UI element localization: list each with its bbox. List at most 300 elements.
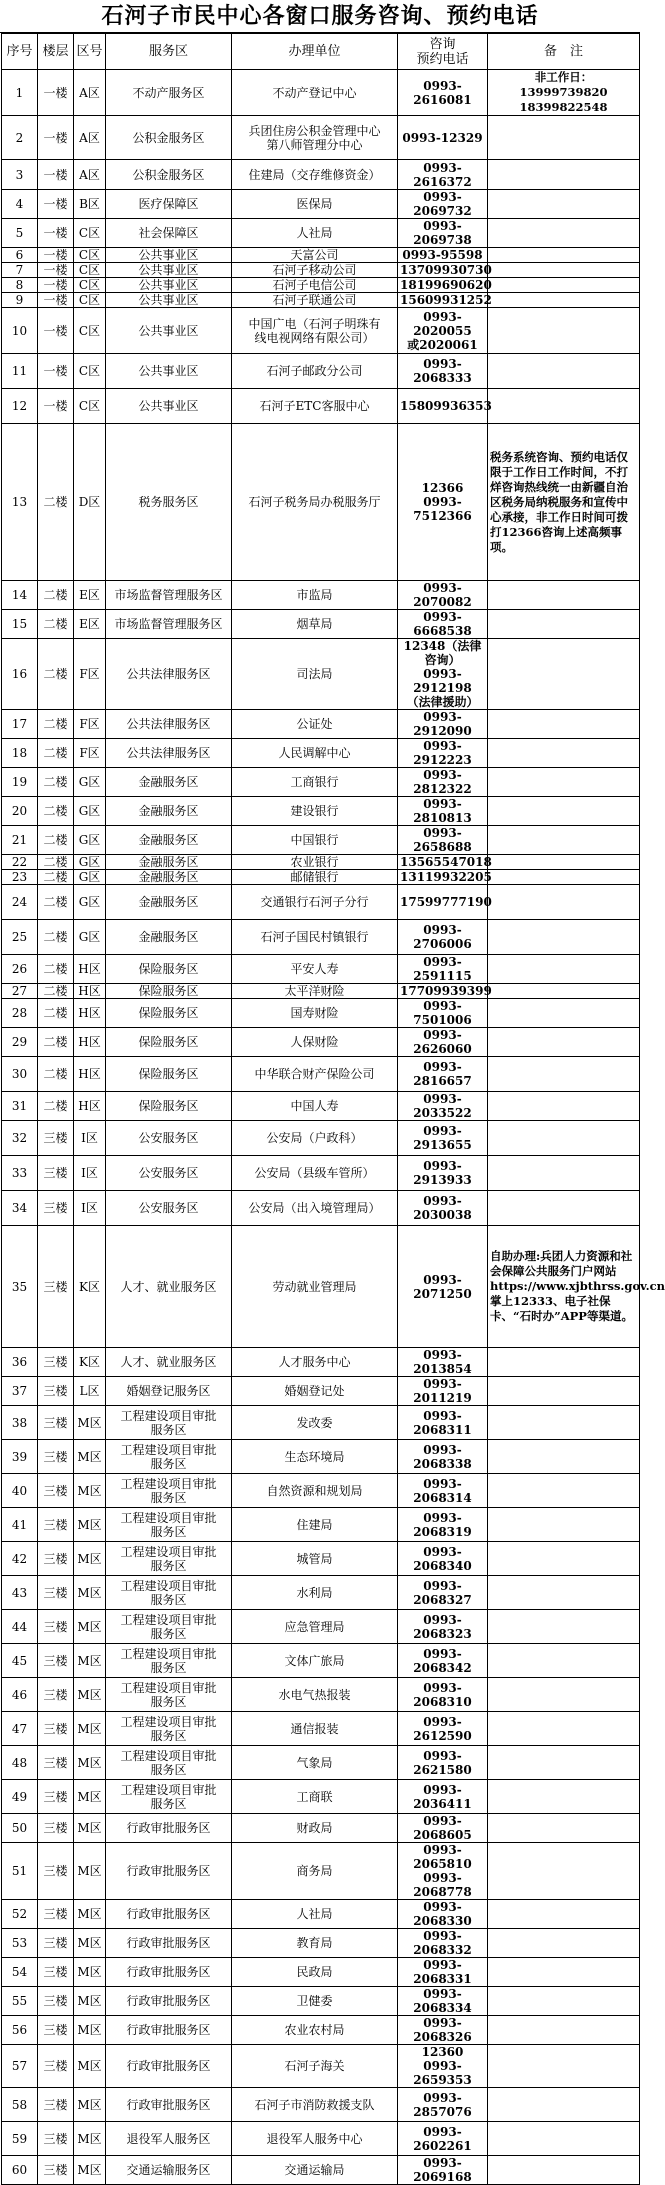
- table-body: [2, 70, 665, 2185]
- zone-cell: F区: [74, 739, 106, 768]
- floor-cell: 三楼: [38, 1712, 74, 1746]
- table-row: [2, 710, 640, 739]
- floor-cell: 二楼: [38, 1028, 74, 1057]
- unit-cell: 医保局: [232, 190, 398, 219]
- unit-cell: 文体广旅局: [232, 1644, 398, 1678]
- unit-cell: 退役军人服务中心: [232, 2122, 398, 2156]
- note-cell: [488, 190, 640, 219]
- note-cell: [488, 826, 640, 855]
- row-number: 43: [2, 1576, 38, 1610]
- table-row: [2, 2122, 640, 2156]
- unit-cell: 中国广电（石河子明珠有 线电视网络有限公司）: [232, 308, 398, 354]
- unit-cell: 公证处: [232, 710, 398, 739]
- table-row: [2, 160, 640, 190]
- table-row: [2, 1929, 640, 1958]
- table-row: [2, 1156, 640, 1191]
- note-cell: [488, 1377, 640, 1406]
- service-area-cell: 工程建设项目审批 服务区: [106, 1678, 232, 1712]
- floor-cell: 三楼: [38, 1406, 74, 1440]
- table-row: [2, 2156, 640, 2185]
- service-area-cell: 公共事业区: [106, 293, 232, 308]
- row-number: 57: [2, 2045, 38, 2088]
- unit-cell: 石河子ETC客服中心: [232, 389, 398, 424]
- service-area-cell: 公共事业区: [106, 278, 232, 293]
- note-cell: 自助办理:兵团人力资源和社会保障公共服务门户网站https://www.xjbthrss.gov.cn掌上12333、电子社保卡、“石时办”APP等渠道。: [488, 1226, 640, 1348]
- floor-cell: 三楼: [38, 1576, 74, 1610]
- row-number: 24: [2, 885, 38, 920]
- row-number: 42: [2, 1542, 38, 1576]
- service-area-cell: 工程建设项目审批 服务区: [106, 1440, 232, 1474]
- row-number: 58: [2, 2088, 38, 2122]
- floor-cell: 三楼: [38, 1746, 74, 1780]
- service-area-cell: 行政审批服务区: [106, 1958, 232, 1987]
- service-area-cell: 公共事业区: [106, 354, 232, 389]
- table-row: [2, 1474, 640, 1508]
- floor-cell: 二楼: [38, 826, 74, 855]
- zone-cell: H区: [74, 984, 106, 999]
- table-row: [2, 278, 640, 293]
- unit-cell: 住建局: [232, 1508, 398, 1542]
- zone-cell: C区: [74, 389, 106, 424]
- row-number: 5: [2, 219, 38, 248]
- floor-cell: 二楼: [38, 768, 74, 797]
- note-cell: [488, 2088, 640, 2122]
- floor-cell: 三楼: [38, 1678, 74, 1712]
- service-area-cell: 交通运输服务区: [106, 2156, 232, 2185]
- service-area-cell: 婚姻登记服务区: [106, 1377, 232, 1406]
- zone-cell: G区: [74, 797, 106, 826]
- note-cell: [488, 1440, 640, 1474]
- unit-cell: 石河子海关: [232, 2045, 398, 2088]
- phone-cell: 0993-2033522: [398, 1092, 488, 1121]
- zone-cell: M区: [74, 2156, 106, 2185]
- table-row: [2, 1092, 640, 1121]
- table-row: [2, 263, 640, 278]
- table-row: [2, 424, 640, 581]
- row-number: 32: [2, 1121, 38, 1156]
- unit-cell: 公安局（出入境管理局）: [232, 1191, 398, 1226]
- table-row: [2, 1226, 640, 1348]
- service-area-cell: 市场监督管理服务区: [106, 581, 232, 610]
- row-number: 14: [2, 581, 38, 610]
- note-cell: [488, 248, 640, 263]
- service-table: [1, 33, 665, 2185]
- row-number: 44: [2, 1610, 38, 1644]
- unit-cell: 人社局: [232, 219, 398, 248]
- phone-cell: 0993-2621580: [398, 1746, 488, 1780]
- col-header-unit: 办理单位: [232, 34, 398, 70]
- note-cell: [488, 1644, 640, 1678]
- unit-cell: 住建局（交存维修资金）: [232, 160, 398, 190]
- note-cell: 税务系统咨询、预约电话仅限于工作日工作时间，不打烊咨询热线统一由新疆自治区税务局纳税服务和宣传中心承接，非工作日时间可拨打12366咨询上述高频事项。: [488, 424, 640, 581]
- zone-cell: M区: [74, 2045, 106, 2088]
- phone-cell: 0993-2068323: [398, 1610, 488, 1644]
- row-number: 18: [2, 739, 38, 768]
- table-row: [2, 1843, 640, 1900]
- service-area-cell: 公共事业区: [106, 389, 232, 424]
- floor-cell: 三楼: [38, 2156, 74, 2185]
- table-row: [2, 1900, 640, 1929]
- phone-cell: 0993-2913933: [398, 1156, 488, 1191]
- col-header-floor: 楼层: [38, 34, 74, 70]
- floor-cell: 三楼: [38, 1814, 74, 1843]
- phone-cell: 0993-2068314: [398, 1474, 488, 1508]
- phone-cell: 0993-2013854: [398, 1348, 488, 1377]
- phone-cell: 0993-2068338: [398, 1440, 488, 1474]
- table-row: [2, 70, 640, 116]
- phone-cell: 0993-2020055 或2020061: [398, 308, 488, 354]
- service-area-cell: 公安服务区: [106, 1156, 232, 1191]
- service-area-cell: 公共法律服务区: [106, 739, 232, 768]
- service-area-cell: 医疗保障区: [106, 190, 232, 219]
- floor-cell: 三楼: [38, 1121, 74, 1156]
- phone-cell: 0993-2706006: [398, 920, 488, 955]
- row-number: 45: [2, 1644, 38, 1678]
- service-area-cell: 工程建设项目审批 服务区: [106, 1542, 232, 1576]
- phone-cell: 17709939399: [398, 984, 488, 999]
- row-number: 33: [2, 1156, 38, 1191]
- floor-cell: 二楼: [38, 855, 74, 870]
- zone-cell: F区: [74, 710, 106, 739]
- note-cell: [488, 2156, 640, 2185]
- table-row: [2, 354, 640, 389]
- note-cell: [488, 870, 640, 885]
- zone-cell: M区: [74, 1508, 106, 1542]
- phone-cell: 0993-2068331: [398, 1958, 488, 1987]
- floor-cell: 二楼: [38, 870, 74, 885]
- table-row: [2, 826, 640, 855]
- unit-cell: 建设银行: [232, 797, 398, 826]
- row-number: 25: [2, 920, 38, 955]
- row-number: 46: [2, 1678, 38, 1712]
- floor-cell: 三楼: [38, 1226, 74, 1348]
- unit-cell: 工商银行: [232, 768, 398, 797]
- phone-cell: 0993-2602261: [398, 2122, 488, 2156]
- zone-cell: M区: [74, 1987, 106, 2016]
- row-number: 56: [2, 2016, 38, 2045]
- table-row: [2, 2016, 640, 2045]
- unit-cell: 气象局: [232, 1746, 398, 1780]
- note-cell: [488, 581, 640, 610]
- unit-cell: 工商联: [232, 1780, 398, 1814]
- floor-cell: 二楼: [38, 885, 74, 920]
- service-area-cell: 公积金服务区: [106, 160, 232, 190]
- table-row: [2, 389, 640, 424]
- service-area-cell: 市场监督管理服务区: [106, 610, 232, 639]
- note-cell: [488, 1121, 640, 1156]
- row-number: 50: [2, 1814, 38, 1843]
- note-cell: [488, 1406, 640, 1440]
- unit-cell: 石河子联通公司: [232, 293, 398, 308]
- phone-cell: 0993-2658688: [398, 826, 488, 855]
- service-area-cell: 行政审批服务区: [106, 1843, 232, 1900]
- unit-cell: 平安人寿: [232, 955, 398, 984]
- phone-cell: 0993-2857076: [398, 2088, 488, 2122]
- floor-cell: 三楼: [38, 1474, 74, 1508]
- service-area-cell: 公共事业区: [106, 308, 232, 354]
- zone-cell: I区: [74, 1156, 106, 1191]
- unit-cell: 生态环境局: [232, 1440, 398, 1474]
- row-number: 29: [2, 1028, 38, 1057]
- row-number: 4: [2, 190, 38, 219]
- zone-cell: G区: [74, 826, 106, 855]
- phone-cell: 0993-2068605: [398, 1814, 488, 1843]
- row-number: 30: [2, 1057, 38, 1092]
- unit-cell: 石河子国民村镇银行: [232, 920, 398, 955]
- unit-cell: 司法局: [232, 639, 398, 710]
- col-header-no: 序号: [2, 34, 38, 70]
- table-row: [2, 2045, 640, 2088]
- unit-cell: 国寿财险: [232, 999, 398, 1028]
- phone-cell: 0993-6668538: [398, 610, 488, 639]
- unit-cell: 农业农村局: [232, 2016, 398, 2045]
- zone-cell: M区: [74, 1843, 106, 1900]
- service-area-cell: 公共法律服务区: [106, 639, 232, 710]
- table-row: [2, 855, 640, 870]
- row-number: 17: [2, 710, 38, 739]
- service-area-cell: 工程建设项目审批 服务区: [106, 1474, 232, 1508]
- phone-cell: 13565547018: [398, 855, 488, 870]
- note-cell: [488, 1508, 640, 1542]
- note-cell: [488, 885, 640, 920]
- table-row: [2, 190, 640, 219]
- col-header-phone: 咨询 预约电话: [398, 34, 488, 70]
- table-row: [2, 920, 640, 955]
- note-cell: [488, 920, 640, 955]
- table-row: [2, 2088, 640, 2122]
- note-cell: [488, 797, 640, 826]
- zone-cell: G区: [74, 870, 106, 885]
- phone-cell: 0993-95598: [398, 248, 488, 263]
- unit-cell: 石河子税务局办税服务厅: [232, 424, 398, 581]
- row-number: 23: [2, 870, 38, 885]
- zone-cell: I区: [74, 1191, 106, 1226]
- table-row: [2, 1958, 640, 1987]
- service-area-cell: 人才、就业服务区: [106, 1348, 232, 1377]
- col-header-note: 备 注: [488, 34, 640, 70]
- unit-cell: 商务局: [232, 1843, 398, 1900]
- note-cell: [488, 768, 640, 797]
- phone-cell: 0993-2069168: [398, 2156, 488, 2185]
- unit-cell: 中华联合财产保险公司: [232, 1057, 398, 1092]
- table-row: [2, 885, 640, 920]
- phone-cell: 12360 0993-2659353: [398, 2045, 488, 2088]
- zone-cell: C区: [74, 263, 106, 278]
- table-row: [2, 1746, 640, 1780]
- service-area-cell: 保险服务区: [106, 1028, 232, 1057]
- phone-cell: 17599777190: [398, 885, 488, 920]
- table-row: [2, 870, 640, 885]
- unit-cell: 水利局: [232, 1576, 398, 1610]
- phone-cell: 0993-2068334: [398, 1987, 488, 2016]
- service-area-cell: 工程建设项目审批 服务区: [106, 1508, 232, 1542]
- table-row: [2, 1508, 640, 1542]
- note-cell: [488, 1900, 640, 1929]
- page-title: 石河子市民中心各窗口服务咨询、预约电话: [0, 0, 640, 33]
- floor-cell: 一楼: [38, 263, 74, 278]
- row-number: 40: [2, 1474, 38, 1508]
- row-number: 54: [2, 1958, 38, 1987]
- unit-cell: 城管局: [232, 1542, 398, 1576]
- service-area-cell: 金融服务区: [106, 797, 232, 826]
- phone-cell: 0993-2591115: [398, 955, 488, 984]
- note-cell: [488, 1958, 640, 1987]
- phone-cell: 0993-2068311: [398, 1406, 488, 1440]
- floor-cell: 一楼: [38, 293, 74, 308]
- unit-cell: 劳动就业管理局: [232, 1226, 398, 1348]
- unit-cell: 民政局: [232, 1958, 398, 1987]
- table-row: [2, 1780, 640, 1814]
- floor-cell: 一楼: [38, 219, 74, 248]
- note-cell: [488, 855, 640, 870]
- floor-cell: 三楼: [38, 1987, 74, 2016]
- service-area-cell: 工程建设项目审批 服务区: [106, 1746, 232, 1780]
- floor-cell: 三楼: [38, 1377, 74, 1406]
- zone-cell: C区: [74, 219, 106, 248]
- floor-cell: 三楼: [38, 1929, 74, 1958]
- floor-cell: 一楼: [38, 190, 74, 219]
- floor-cell: 二楼: [38, 920, 74, 955]
- zone-cell: M区: [74, 1958, 106, 1987]
- floor-cell: 一楼: [38, 160, 74, 190]
- service-area-cell: 行政审批服务区: [106, 2016, 232, 2045]
- unit-cell: 太平洋财险: [232, 984, 398, 999]
- phone-cell: 0993-2068327: [398, 1576, 488, 1610]
- floor-cell: 二楼: [38, 739, 74, 768]
- zone-cell: H区: [74, 1028, 106, 1057]
- zone-cell: H区: [74, 1057, 106, 1092]
- service-area-cell: 行政审批服务区: [106, 1987, 232, 2016]
- note-cell: [488, 263, 640, 278]
- row-number: 49: [2, 1780, 38, 1814]
- phone-cell: 0993-2071250: [398, 1226, 488, 1348]
- note-cell: [488, 1678, 640, 1712]
- zone-cell: H区: [74, 999, 106, 1028]
- unit-cell: 不动产登记中心: [232, 70, 398, 116]
- zone-cell: M区: [74, 1929, 106, 1958]
- service-area-cell: 公共法律服务区: [106, 710, 232, 739]
- phone-cell: 0993-2068310: [398, 1678, 488, 1712]
- zone-cell: A区: [74, 160, 106, 190]
- phone-cell: 0993-2030038: [398, 1191, 488, 1226]
- service-area-cell: 保险服务区: [106, 1057, 232, 1092]
- floor-cell: 三楼: [38, 2122, 74, 2156]
- row-number: 35: [2, 1226, 38, 1348]
- table-row: [2, 1678, 640, 1712]
- note-cell: [488, 278, 640, 293]
- service-area-cell: 保险服务区: [106, 999, 232, 1028]
- phone-cell: 0993-2068332: [398, 1929, 488, 1958]
- floor-cell: 三楼: [38, 1958, 74, 1987]
- zone-cell: M区: [74, 1576, 106, 1610]
- zone-cell: M区: [74, 1814, 106, 1843]
- floor-cell: 二楼: [38, 984, 74, 999]
- row-number: 22: [2, 855, 38, 870]
- zone-cell: C区: [74, 248, 106, 263]
- table-row: [2, 739, 640, 768]
- phone-cell: 0993-2068340: [398, 1542, 488, 1576]
- service-area-cell: 行政审批服务区: [106, 1814, 232, 1843]
- phone-cell: 0993-12329: [398, 116, 488, 160]
- phone-cell: 0993-2816657: [398, 1057, 488, 1092]
- note-cell: [488, 160, 640, 190]
- zone-cell: M区: [74, 1678, 106, 1712]
- unit-cell: 婚姻登记处: [232, 1377, 398, 1406]
- phone-cell: 0993-2626060: [398, 1028, 488, 1057]
- row-number: 8: [2, 278, 38, 293]
- service-area-cell: 行政审批服务区: [106, 2045, 232, 2088]
- service-area-cell: 退役军人服务区: [106, 2122, 232, 2156]
- phone-cell: 0993-2070082: [398, 581, 488, 610]
- note-cell: [488, 116, 640, 160]
- phone-cell: 0993-2068326: [398, 2016, 488, 2045]
- phone-cell: 0993-2812322: [398, 768, 488, 797]
- floor-cell: 二楼: [38, 581, 74, 610]
- floor-cell: 三楼: [38, 1191, 74, 1226]
- table-row: [2, 984, 640, 999]
- row-number: 51: [2, 1843, 38, 1900]
- unit-cell: 教育局: [232, 1929, 398, 1958]
- phone-cell: 0993-2068342: [398, 1644, 488, 1678]
- row-number: 47: [2, 1712, 38, 1746]
- phone-cell: 0993-2068333: [398, 354, 488, 389]
- row-number: 3: [2, 160, 38, 190]
- zone-cell: M区: [74, 1746, 106, 1780]
- note-cell: [488, 1987, 640, 2016]
- table-row: [2, 116, 640, 160]
- phone-cell: 13119932205: [398, 870, 488, 885]
- service-area-cell: 金融服务区: [106, 768, 232, 797]
- floor-cell: 二楼: [38, 639, 74, 710]
- floor-cell: 三楼: [38, 1542, 74, 1576]
- unit-cell: 兵团住房公积金管理中心 第八师管理分中心: [232, 116, 398, 160]
- note-cell: [488, 710, 640, 739]
- table-row: [2, 1644, 640, 1678]
- zone-cell: M区: [74, 2088, 106, 2122]
- phone-cell: 15809936353: [398, 389, 488, 424]
- table-row: [2, 1406, 640, 1440]
- note-cell: [488, 389, 640, 424]
- note-cell: [488, 2016, 640, 2045]
- zone-cell: A区: [74, 116, 106, 160]
- unit-cell: 交通银行石河子分行: [232, 885, 398, 920]
- floor-cell: 一楼: [38, 278, 74, 293]
- phone-cell: 0993-2912090: [398, 710, 488, 739]
- zone-cell: G区: [74, 855, 106, 870]
- unit-cell: 交通运输局: [232, 2156, 398, 2185]
- zone-cell: H区: [74, 955, 106, 984]
- zone-cell: D区: [74, 424, 106, 581]
- note-cell: [488, 984, 640, 999]
- floor-cell: 一楼: [38, 308, 74, 354]
- floor-cell: 二楼: [38, 710, 74, 739]
- floor-cell: 二楼: [38, 955, 74, 984]
- zone-cell: M区: [74, 1406, 106, 1440]
- phone-cell: 0993-2612590: [398, 1712, 488, 1746]
- zone-cell: F区: [74, 639, 106, 710]
- floor-cell: 三楼: [38, 1440, 74, 1474]
- table-row: [2, 955, 640, 984]
- note-cell: [488, 293, 640, 308]
- note-cell: [488, 2122, 640, 2156]
- service-area-cell: 金融服务区: [106, 885, 232, 920]
- zone-cell: M区: [74, 1610, 106, 1644]
- floor-cell: 三楼: [38, 1644, 74, 1678]
- note-cell: [488, 1092, 640, 1121]
- zone-cell: A区: [74, 70, 106, 116]
- table-row: [2, 1576, 640, 1610]
- service-area-cell: 人才、就业服务区: [106, 1226, 232, 1348]
